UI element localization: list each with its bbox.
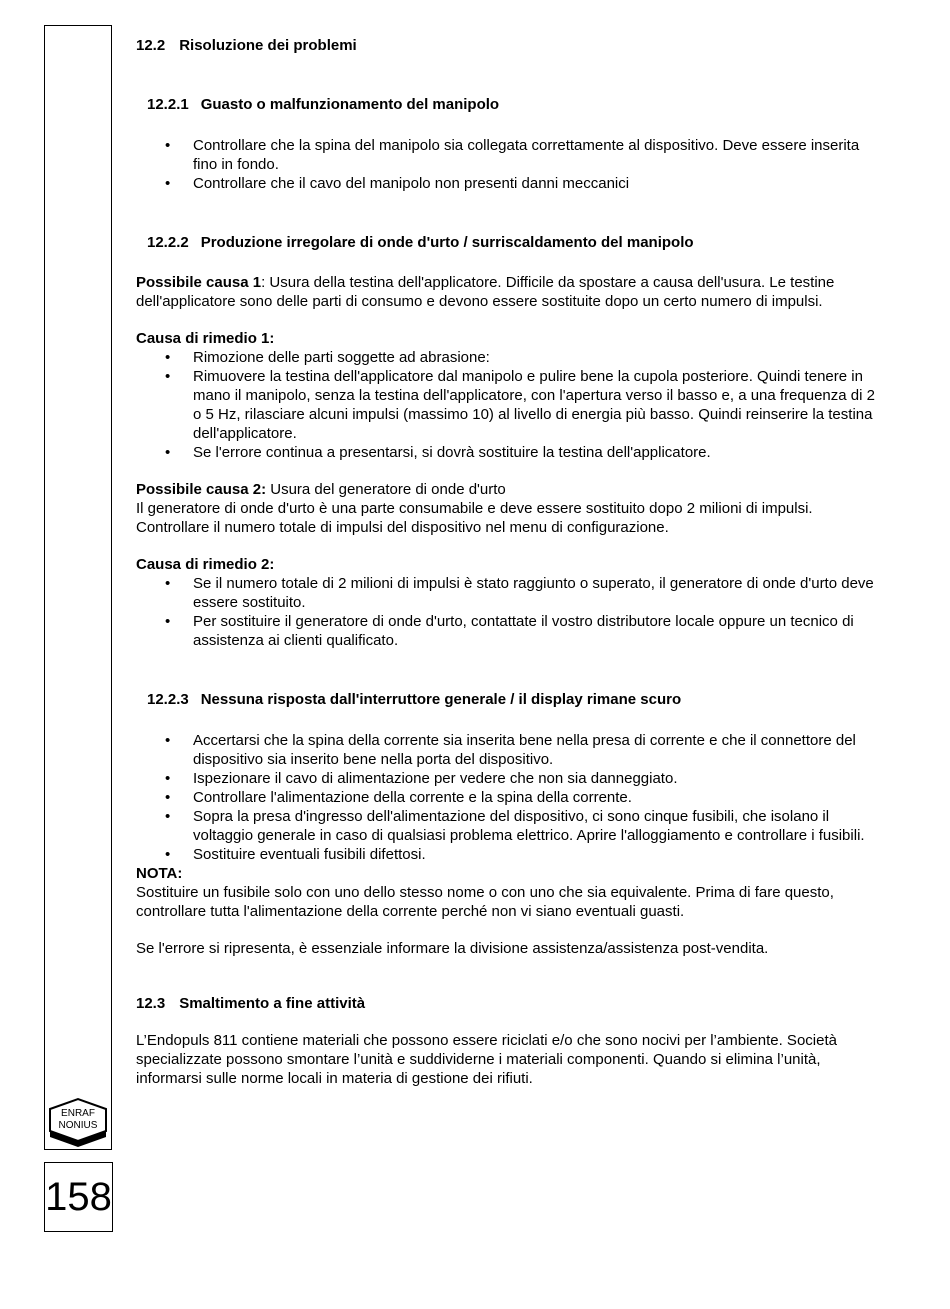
bullet-list xyxy=(136,574,886,650)
list-item: • Controllare che il cavo del manipolo non presenti danni meccanici xyxy=(136,174,886,193)
cause-1-paragraph xyxy=(136,273,886,311)
logo-line2: NONIUS xyxy=(58,1120,98,1131)
page-number-box xyxy=(44,1162,113,1232)
logo-line1: ENRAF xyxy=(61,1108,95,1119)
list-item: • Sopra la presa d'ingresso dell'alimentazione del dispositivo, ci sono cinque fusibili, che isolano il voltaggio generale in caso di qualsiasi problema elettrico. Aprire l'alloggiamento e controllare i fusibili. xyxy=(136,807,886,845)
list-item: • Sostituire eventuali fusibili difettosi. xyxy=(136,845,886,864)
section-title: Smaltimento a fine attività xyxy=(179,995,366,1012)
enraf-nonius-logo xyxy=(46,1095,110,1147)
list-item: • Ispezionare il cavo di alimentazione per vedere che non sia danneggiato. xyxy=(136,769,886,788)
section-number: 12.2.2 xyxy=(147,234,189,251)
section-number: 12.2.3 xyxy=(147,691,189,708)
list-item: • Rimozione delle parti soggette ad abrasione: xyxy=(136,348,886,367)
bullet-list xyxy=(136,348,886,462)
section-12-2-3-heading xyxy=(136,690,886,709)
list-item: • Per sostituire il generatore di onde d'urto, contattate il vostro distributore locale oppure un tecnico di assistenza ai clienti qualificato. xyxy=(136,612,886,650)
section-12-2-2-heading xyxy=(136,233,886,252)
section-number: 12.2 xyxy=(136,37,166,54)
note-text: Sostituire un fusibile solo con uno dello stesso nome o con uno che sia equivalente. Prima di fare questo, controllare tutta l'alimentazione della corrente perché non vi siano eventuali guasti. xyxy=(136,884,834,920)
list-item: • Se il numero totale di 2 milioni di impulsi è stato raggiunto o superato, il generatore di onde d'urto deve essere sostituito. xyxy=(136,574,886,612)
page-content xyxy=(136,36,886,1088)
section-number: 12.3 xyxy=(136,995,166,1012)
cause-2-body: Il generatore di onde d'urto è una parte consumabile e deve essere sostituito dopo 2 milioni di impulsi. Controllare il numero totale di impulsi del dispositivo nel menu di configurazione. xyxy=(136,500,813,536)
disposal-paragraph: L’Endopuls 811 contiene materiali che possono essere riciclati e/o che sono nocivi per l’ambiente. Società specializzate possono smontare l’unità e suddividerne i materiali componenti. Quando si elimina l’unità, informarsi sulle norme locali in materia di gestione dei rifiuti. xyxy=(136,1032,837,1087)
section-12-3-heading xyxy=(136,994,886,1013)
cause-2-label: Possibile causa 2: xyxy=(136,481,267,498)
side-margin-bar xyxy=(44,25,112,1150)
section-title: Risoluzione dei problemi xyxy=(179,37,357,54)
remedy-2-label-text: Causa di rimedio 2: xyxy=(136,556,275,573)
note-label-text: NOTA: xyxy=(136,865,183,882)
cause-1-text: : Usura della testina dell'applicatore. Difficile da spostare a causa dell'usura. Le testine dell'applicatore sono delle parti di consumo e devono essere sostituite dopo un certo numero di impulsi. xyxy=(136,274,835,310)
remedy-1-label-text: Causa di rimedio 1: xyxy=(136,330,275,347)
section-12-2-1-heading xyxy=(136,95,886,114)
cause-1-label: Possibile causa 1 xyxy=(136,274,262,291)
list-item: • Controllare che la spina del manipolo sia collegata correttamente al dispositivo. Deve essere inserita fino in fondo. xyxy=(136,136,886,174)
section-title: Produzione irregolare di onde d'urto / surriscaldamento del manipolo xyxy=(200,234,694,251)
section-title: Nessuna risposta dall'interruttore generale / il display rimane scuro xyxy=(200,691,682,708)
list-item: • Accertarsi che la spina della corrente sia inserita bene nella presa di corrente e che il connettore del dispositivo sia inserito bene nella porta del dispositivo. xyxy=(136,731,886,769)
list-item: • Controllare l'alimentazione della corrente e la spina della corrente. xyxy=(136,788,886,807)
section-title: Guasto o malfunzionamento del manipolo xyxy=(200,96,500,113)
cause-2-paragraph xyxy=(136,480,886,499)
after-note-text: Se l'errore si ripresenta, è essenziale informare la divisione assistenza/assistenza post-vendita. xyxy=(136,940,769,957)
remedy-1-label xyxy=(136,329,886,348)
remedy-2-label xyxy=(136,555,886,574)
list-item: • Se l'errore continua a presentarsi, si dovrà sostituire la testina dell'applicatore. xyxy=(136,443,886,462)
page-number: 158 xyxy=(45,1174,112,1219)
cause-2-text: Usura del generatore di onde d'urto xyxy=(266,481,506,498)
section-12-2-heading xyxy=(136,36,886,55)
list-item: • Rimuovere la testina dell'applicatore dal manipolo e pulire bene la cupola posteriore. Quindi tenere in mano il manipolo, senza la testina dell'applicatore, con l'apertura verso il basso e, a una frequenza di 2 o 5 Hz, rilasciare alcuni impulsi (massimo 10) al livello di energia più basso. Quindi reinserire la testina dell'applicatore. xyxy=(136,367,886,443)
section-number: 12.2.1 xyxy=(147,96,189,113)
bullet-list xyxy=(136,731,886,864)
note-label xyxy=(136,864,886,883)
bullet-list xyxy=(136,136,886,193)
